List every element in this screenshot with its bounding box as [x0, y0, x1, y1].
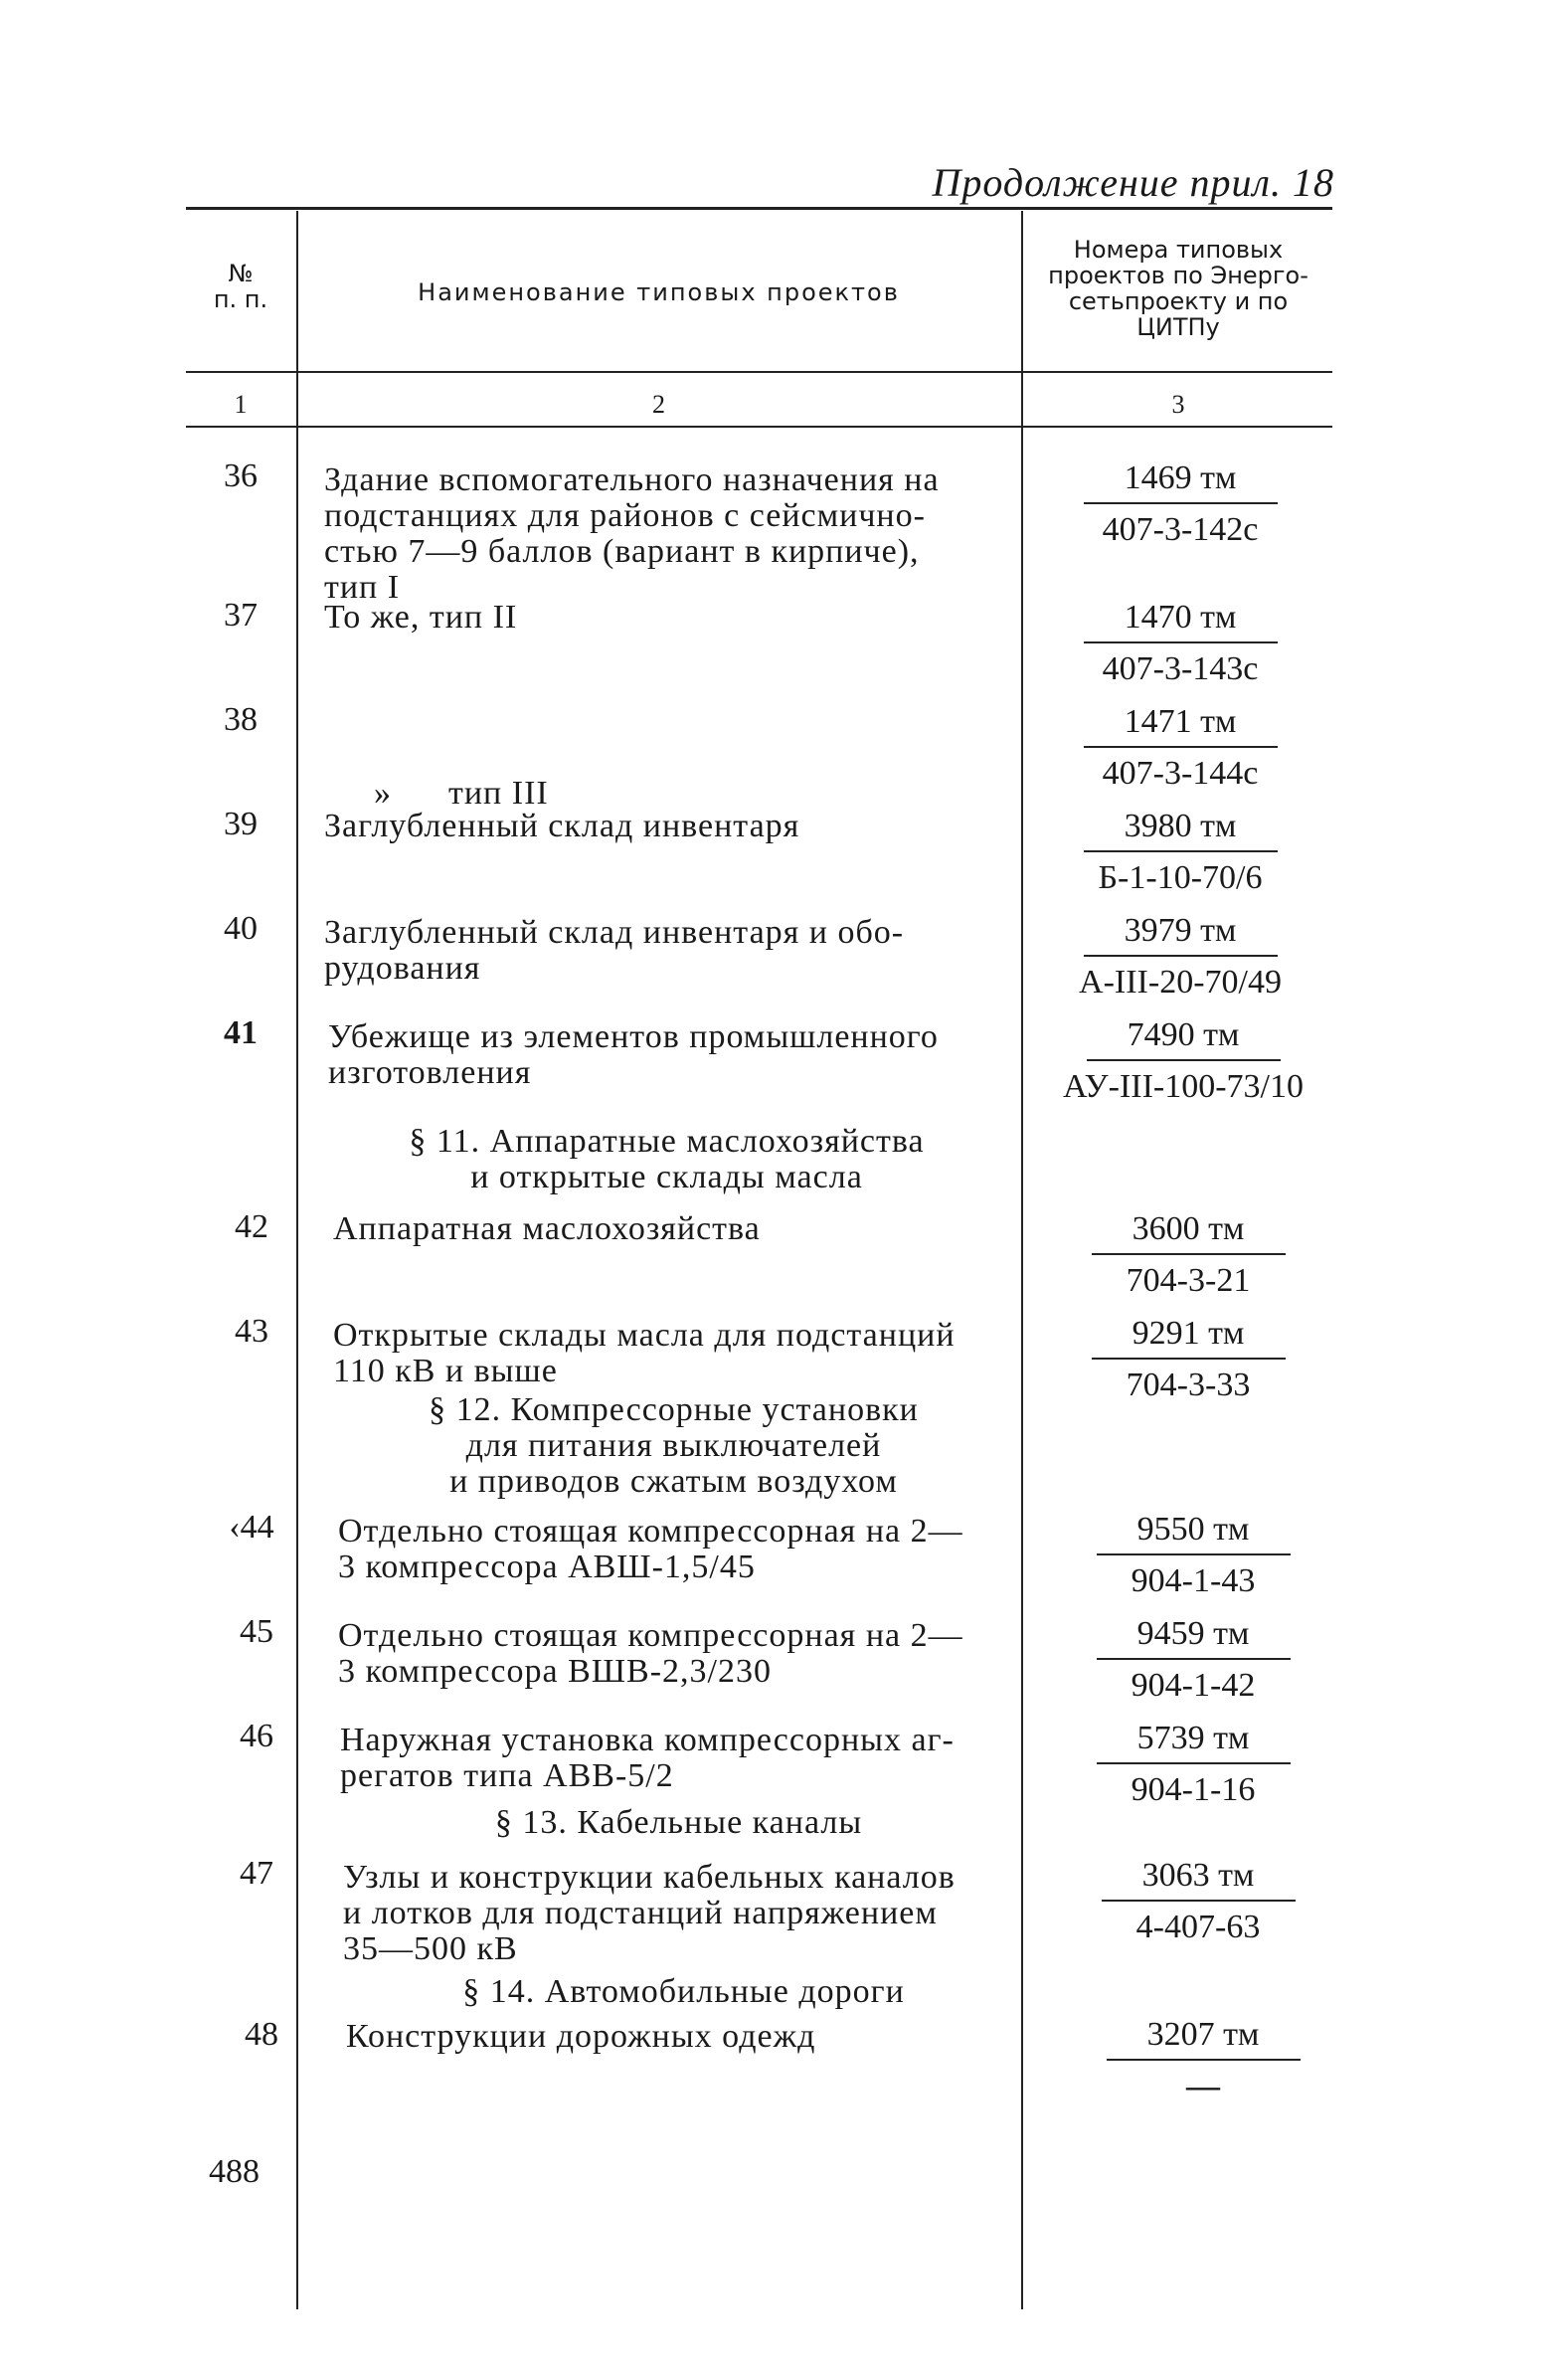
section-heading-line: § 14. Автомобильные дороги: [462, 1973, 905, 2010]
row-code: [1044, 1610, 1342, 1708]
code-top: 1471 тм: [1124, 703, 1237, 740]
row-name: [324, 462, 1025, 606]
code-top: 3980 тм: [1124, 808, 1237, 844]
row-number: 40: [224, 910, 258, 947]
row-name: [333, 1318, 1034, 1389]
row-name-line: 35—500 кВ: [343, 1930, 518, 1967]
code-top: 9459 тм: [1136, 1615, 1250, 1652]
row-number: 38: [224, 701, 258, 738]
code-top: 7490 тм: [1127, 1016, 1240, 1053]
code-bottom: 407-3-144с: [1102, 755, 1259, 792]
row-number: 46: [240, 1718, 273, 1754]
code-top: 3207 тм: [1146, 2016, 1260, 2053]
row-name-line: подстанциях для районов с сейсмично-: [324, 497, 926, 534]
code-top: 9550 тм: [1136, 1511, 1250, 1548]
row-code: [1031, 594, 1329, 691]
header-num-line: п. п.: [213, 285, 268, 313]
row-name: [333, 1211, 1034, 1247]
section-heading-line: § 11. Аппаратные маслохозяйства: [409, 1123, 925, 1160]
row-name-line: Здание вспомогательного назначения на: [324, 461, 940, 498]
section-heading-line: и приводов сжатым воздухом: [449, 1463, 898, 1500]
row-number: 47: [240, 1855, 273, 1892]
header-code-line: сетьпроекту и по: [1068, 287, 1289, 315]
code-bottom: 904-1-42: [1131, 1667, 1256, 1704]
row-name-line: Заглубленный склад инвентаря: [324, 808, 800, 844]
row-name-line: тип I: [324, 569, 401, 606]
section-heading: [333, 1974, 1034, 2010]
row-code: [1034, 1011, 1332, 1109]
row-name: [328, 1019, 1029, 1091]
section-heading-line: и открытые склады масла: [470, 1159, 863, 1195]
code-top: 3979 тм: [1124, 912, 1237, 949]
code-bottom: 407-3-142с: [1102, 511, 1259, 548]
code-top: 1469 тм: [1124, 459, 1237, 496]
section-heading-line: § 13. Кабельные каналы: [494, 1804, 863, 1841]
row-name: [338, 1618, 1039, 1690]
code-top: 5739 тм: [1136, 1720, 1250, 1756]
row-name: [340, 1723, 1041, 1794]
row-number: 43: [235, 1313, 268, 1350]
row-name-line: изготовления: [328, 1054, 532, 1091]
row-name-line: рудования: [324, 950, 481, 987]
index-col-3: 3: [1171, 390, 1185, 419]
index-bottom-rule: [186, 426, 1332, 428]
code-bottom: 904-1-43: [1131, 1562, 1256, 1599]
row-name-line: То же, тип II: [324, 599, 518, 636]
code-bottom: А-III-20-70/49: [1079, 964, 1282, 1001]
row-number: 41: [224, 1014, 258, 1051]
section-heading: [323, 1392, 1024, 1500]
row-code: [1044, 1715, 1342, 1812]
header-code-line: Номера типовых: [1073, 236, 1284, 264]
row-code: [1039, 1310, 1337, 1407]
row-name-line: Конструкции дорожных одежд: [346, 2018, 816, 2055]
header-code: [1024, 237, 1332, 340]
code-top: 3600 тм: [1132, 1210, 1245, 1247]
header-code-line: проектов по Энерго-: [1048, 262, 1308, 289]
row-name-line: Аппаратная маслохозяйства: [333, 1210, 761, 1247]
page-number: 488: [209, 2153, 260, 2190]
code-bottom: 904-1-16: [1131, 1771, 1256, 1808]
row-name-line: » тип III: [374, 775, 549, 812]
section-heading: [328, 1805, 1029, 1841]
row-name: [346, 2019, 1047, 2055]
section-heading: [316, 1124, 1017, 1195]
row-number: 39: [224, 806, 258, 842]
row-name-line: стью 7—9 баллов (вариант в кирпиче),: [324, 533, 920, 570]
code-bottom: Б-1-10-70/6: [1098, 859, 1263, 896]
row-number: 45: [240, 1613, 273, 1650]
code-bottom: 704-3-33: [1126, 1367, 1251, 1403]
row-name-line: Отдельно стоящая компрессорная на 2—: [338, 1513, 963, 1550]
section-heading-line: для питания выключателей: [465, 1427, 882, 1464]
row-code: [1044, 1506, 1342, 1603]
row-number: 48: [245, 2016, 278, 2053]
header-num-line: №: [228, 260, 254, 287]
header-num: [186, 261, 295, 312]
column-divider-1: [296, 211, 298, 2309]
header-name: Наименование типовых проектов: [418, 278, 900, 306]
row-code: [1054, 2011, 1352, 2108]
row-name-line: 3 компрессора ВШВ-2,3/230: [338, 1653, 772, 1690]
code-bottom: АУ-III-100-73/10: [1062, 1068, 1305, 1105]
row-name-line: регатов типа АВВ-5/2: [340, 1757, 674, 1794]
row-name-line: 110 кВ и выше: [333, 1353, 558, 1389]
row-number: ‹44: [229, 1509, 274, 1546]
row-code: [1031, 455, 1329, 552]
row-code: [1039, 1205, 1337, 1303]
row-code: [1031, 907, 1329, 1004]
row-name-line: и лотков для подстанций напряжением: [343, 1895, 938, 1931]
code-top: 3063 тм: [1141, 1857, 1255, 1894]
row-name-line: Заглубленный склад инвентаря и обо-: [324, 914, 905, 951]
page-header-title: Продолжение прил. 18: [932, 160, 1334, 205]
code-bottom: 704-3-21: [1126, 1262, 1251, 1299]
code-bottom: —: [1186, 2068, 1220, 2104]
code-bottom: 4-407-63: [1135, 1909, 1261, 1945]
row-name: [324, 915, 1025, 987]
index-col-1: 1: [234, 390, 248, 419]
row-code: [1049, 1852, 1347, 1949]
code-bottom: 407-3-143с: [1102, 650, 1259, 687]
index-col-2: 2: [652, 390, 665, 419]
code-top: 1470 тм: [1124, 599, 1237, 636]
row-code: [1031, 698, 1329, 796]
row-name: [324, 809, 1025, 844]
header-bottom-rule: [186, 371, 1332, 373]
row-number: 36: [224, 457, 258, 494]
row-name-line: Открытые склады масла для подстанций: [333, 1317, 956, 1354]
code-top: 9291 тм: [1132, 1315, 1245, 1352]
table-top-rule: [186, 207, 1332, 210]
row-number: 37: [224, 597, 258, 634]
row-name: [324, 600, 1025, 636]
row-name-line: Убежище из элементов промышленного: [328, 1018, 939, 1055]
row-name: [343, 1860, 1044, 1967]
row-number: 42: [235, 1208, 268, 1245]
row-name-line: Узлы и конструкции кабельных каналов: [343, 1859, 956, 1896]
row-name-line: Наружная установка компрессорных аг-: [340, 1722, 955, 1758]
section-heading-line: § 12. Компрессорные установки: [429, 1391, 919, 1428]
row-name-line: 3 компрессора АВШ-1,5/45: [338, 1549, 756, 1585]
row-code: [1031, 803, 1329, 900]
row-name: [338, 1514, 1039, 1585]
row-name-line: Отдельно стоящая компрессорная на 2—: [338, 1617, 963, 1654]
header-code-line: ЦИТПу: [1136, 313, 1220, 341]
